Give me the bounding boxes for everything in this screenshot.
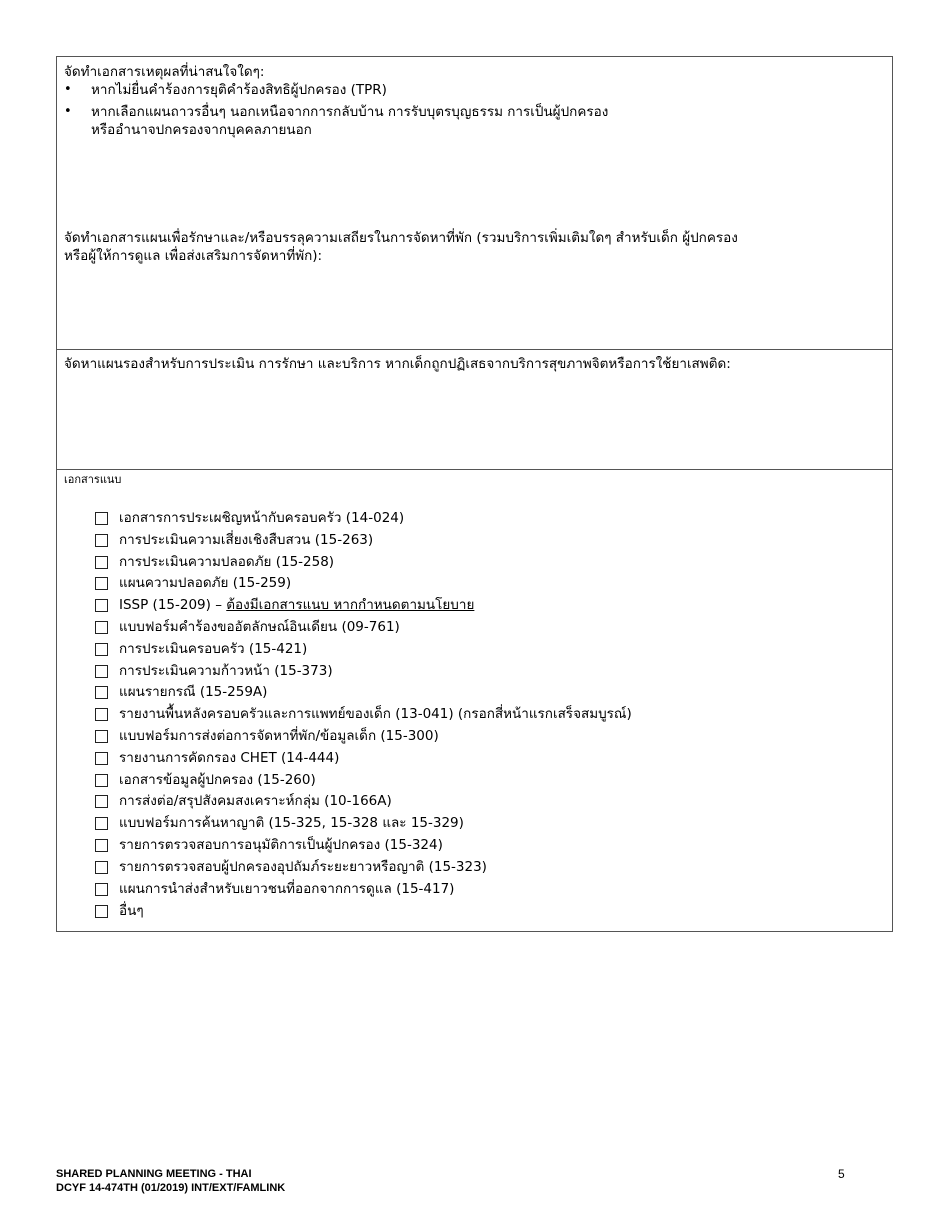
attachment-item[interactable] <box>95 770 316 790</box>
checkbox[interactable] <box>95 730 108 743</box>
form-frame <box>56 56 893 932</box>
backup-plan-heading: จัดหาแผนรองสำหรับการประเมิน การรักษา และบริการ หากเด็กถูกปฏิเสธจากบริการสุขภาพจิตหรือการใช้ยาเสพติด: <box>64 356 731 372</box>
section-divider <box>57 349 892 350</box>
checkbox[interactable] <box>95 534 108 547</box>
attachment-item[interactable] <box>95 748 339 768</box>
section-divider <box>57 469 892 470</box>
attachment-item[interactable] <box>95 617 400 637</box>
attachment-label: แผนการนำส่งสำหรับเยาวชนที่ออกจากการดูแล (15-417) <box>119 881 455 897</box>
checkbox[interactable] <box>95 774 108 787</box>
bullet-marker: • <box>64 104 72 119</box>
attachment-item[interactable] <box>95 682 267 702</box>
attachment-item[interactable] <box>95 857 487 877</box>
checkbox[interactable] <box>95 839 108 852</box>
checkbox[interactable] <box>95 686 108 699</box>
attachment-item[interactable] <box>95 879 454 899</box>
checkbox[interactable] <box>95 905 108 918</box>
checkbox[interactable] <box>95 665 108 678</box>
checkbox[interactable] <box>95 556 108 569</box>
attachment-item[interactable] <box>95 595 474 615</box>
attachments-title: เอกสารแนบ <box>64 473 122 486</box>
attachment-label: แผนรายกรณี (15-259A) <box>119 684 268 700</box>
attachment-label: เอกสารข้อมูลผู้ปกครอง (15-260) <box>119 772 316 788</box>
footer-form-title: SHARED PLANNING MEETING - THAI <box>56 1168 252 1180</box>
attachment-label: แบบฟอร์มการส่งต่อการจัดหาที่พัก/ข้อมูลเด็ก (15-300) <box>119 728 439 744</box>
attachment-item[interactable] <box>95 639 307 659</box>
attachment-item[interactable] <box>95 508 404 528</box>
attachment-label: แผนความปลอดภัย (15-259) <box>119 575 292 591</box>
attachment-item[interactable] <box>95 901 144 921</box>
attachment-item[interactable] <box>95 573 291 593</box>
checkbox[interactable] <box>95 708 108 721</box>
attachment-item[interactable] <box>95 552 334 572</box>
bullet-permanent-plan: หากเลือกแผนถาวรอื่นๆ นอกเหนือจากการกลับบ้าน การรับบุตรบุญธรรม การเป็นผู้ปกครอง <box>91 104 609 120</box>
footer-form-number: DCYF 14-474TH (01/2019) INT/EXT/FAMLINK <box>56 1182 286 1194</box>
attachment-label: การประเมินความเสี่ยงเชิงสืบสวน (15-263) <box>119 532 374 548</box>
attachment-item[interactable] <box>95 835 443 855</box>
checkbox[interactable] <box>95 643 108 656</box>
attachment-label: แบบฟอร์มคำร้องขออัตลักษณ์อินเดียน (09-761) <box>119 619 400 635</box>
attachment-label: การประเมินครอบครัว (15-421) <box>119 641 308 657</box>
checkbox[interactable] <box>95 817 108 830</box>
checkbox[interactable] <box>95 752 108 765</box>
attachment-item[interactable] <box>95 530 373 550</box>
attachment-item[interactable] <box>95 791 392 811</box>
attachment-label: การประเมินความปลอดภัย (15-258) <box>119 554 335 570</box>
attachment-label: การประเมินความก้าวหน้า (15-373) <box>119 663 333 679</box>
attachment-label: แบบฟอร์มการค้นหาญาติ (15-325, 15-328 และ 15-329) <box>119 815 464 831</box>
compelling-reasons-heading: จัดทำเอกสารเหตุผลที่น่าสนใจใดๆ: <box>64 64 265 80</box>
placement-stability-line2: หรือผู้ให้การดูแล เพื่อส่งเสริมการจัดหาที่พัก): <box>64 248 323 264</box>
bullet-tpr: หากไม่ยื่นคำร้องการยุติคำร้องสิทธิผู้ปกครอง (TPR) <box>91 82 387 98</box>
attachment-label: รายการตรวจสอบการอนุมัติการเป็นผู้ปกครอง (15-324) <box>119 837 443 853</box>
checkbox[interactable] <box>95 577 108 590</box>
attachment-label: เอกสารการประเผชิญหน้ากับครอบครัว (14-024) <box>119 510 405 526</box>
page-number: 5 <box>838 1167 845 1181</box>
attachment-item[interactable] <box>95 661 333 681</box>
checkbox[interactable] <box>95 795 108 808</box>
checkbox[interactable] <box>95 861 108 874</box>
attachment-item[interactable] <box>95 704 632 724</box>
issp-label: ISSP (15-209) – <box>119 597 227 613</box>
issp-policy-note: ต้องมีเอกสารแนบ หากกำหนดตามนโยบาย <box>226 597 475 613</box>
checkbox[interactable] <box>95 883 108 896</box>
attachment-label: อื่นๆ <box>119 903 144 919</box>
checkbox[interactable] <box>95 512 108 525</box>
attachment-label: รายงานการคัดกรอง CHET (14-444) <box>119 750 340 766</box>
bullet-permanent-plan-cont: หรืออำนาจปกครองจากบุคคลภายนอก <box>91 122 312 138</box>
attachment-item[interactable] <box>95 813 464 833</box>
placement-stability-line1: จัดทำเอกสารแผนเพื่อรักษาและ/หรือบรรลุความเสถียรในการจัดหาที่พัก (รวมบริการเพิ่มเติมใดๆ สำหรับเด็ก ผู้ปกครอง <box>64 230 738 246</box>
attachment-label: รายงานพื้นหลังครอบครัวและการแพทย์ของเด็ก (13-041) (กรอกสี่หน้าแรกเสร็จสมบูรณ์) <box>119 706 632 722</box>
attachment-label: การส่งต่อ/สรุปสังคมสงเคราะห์กลุ่ม (10-166A) <box>119 793 392 809</box>
attachment-item[interactable] <box>95 726 439 746</box>
checkbox[interactable] <box>95 621 108 634</box>
attachment-label <box>119 596 474 614</box>
checkbox[interactable] <box>95 599 108 612</box>
attachment-label: รายการตรวจสอบผู้ปกครองอุปถัมภ์ระยะยาวหรือญาติ (15-323) <box>119 859 487 875</box>
bullet-marker: • <box>64 82 72 97</box>
